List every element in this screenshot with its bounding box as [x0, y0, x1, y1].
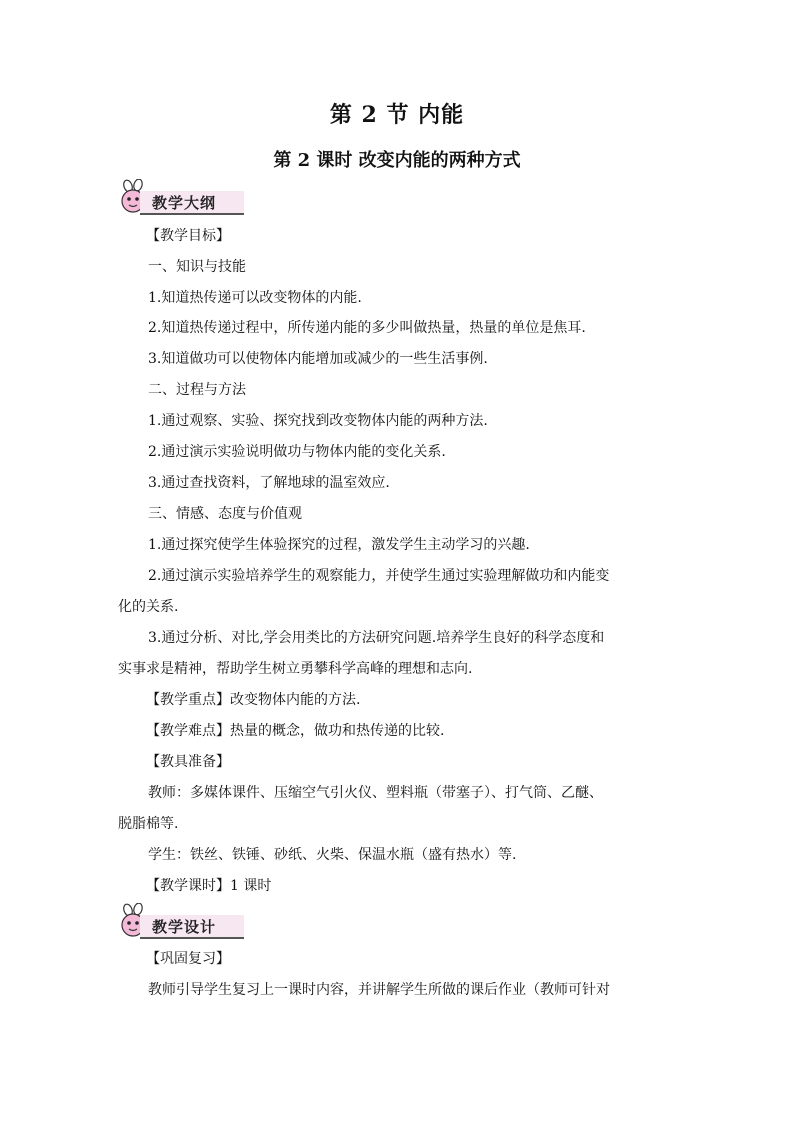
- teacher-tools-line-1: 教师：多媒体课件、压缩空气引火仪、塑料瓶（带塞子）、打气筒、乙醚、: [148, 785, 603, 801]
- emotion-item-2-line-2: 化的关系.: [118, 599, 179, 615]
- section-label-syllabus: 教学大纲: [152, 194, 217, 212]
- emotion-heading: 三、情感、态度与价值观: [148, 506, 302, 522]
- section-banner-syllabus: [118, 183, 248, 217]
- section-label-design: 教学设计: [152, 918, 217, 936]
- process-item-1: 1.通过观察、实验、探究找到改变物体内能的两种方法.: [148, 413, 488, 429]
- knowledge-item-1: 1.知道热传递可以改变物体的内能.: [148, 290, 362, 306]
- page-subtitle: 第 2 课时 改变内能的两种方式: [273, 150, 521, 171]
- page-title: 第 2 节 内能: [329, 102, 465, 128]
- key-point: 【教学重点】改变物体内能的方法.: [146, 692, 361, 708]
- process-item-3: 3.通过查找资料，了解地球的温室效应.: [148, 475, 390, 491]
- class-hours: 【教学课时】1 课时: [146, 878, 272, 894]
- emotion-item-2-line-1: 2.通过演示实验培养学生的观察能力，并使学生通过实验理解做功和内能变: [148, 568, 610, 584]
- section-banner-design: [118, 907, 248, 941]
- objectives-heading: 【教学目标】: [146, 228, 230, 244]
- emotion-item-3-line-2: 实事求是精神，帮助学生树立勇攀科学高峰的理想和志向.: [118, 661, 473, 677]
- review-text: 教师引导学生复习上一课时内容，并讲解学生所做的课后作业（教师可针对: [148, 982, 610, 998]
- tools-heading: 【教具准备】: [146, 754, 230, 770]
- knowledge-heading: 一、知识与技能: [148, 259, 246, 275]
- student-tools: 学生：铁丝、铁锤、砂纸、火柴、保温水瓶（盛有热水）等.: [148, 847, 517, 863]
- process-heading: 二、过程与方法: [148, 382, 246, 398]
- teacher-tools-line-2: 脱脂棉等.: [118, 816, 179, 832]
- process-item-2: 2.通过演示实验说明做功与物体内能的变化关系.: [148, 444, 446, 460]
- emotion-item-1: 1.通过探究使学生体验探究的过程，激发学生主动学习的兴趣.: [148, 537, 530, 553]
- knowledge-item-2: 2.知道热传递过程中，所传递内能的多少叫做热量，热量的单位是焦耳.: [148, 320, 586, 336]
- knowledge-item-3: 3.知道做功可以使物体内能增加或减少的一些生活事例.: [148, 351, 488, 367]
- difficulty: 【教学难点】热量的概念，做功和热传递的比较.: [146, 723, 445, 739]
- emotion-item-3-line-1: 3.通过分析、对比,学会用类比的方法研究问题.培养学生良好的科学态度和: [148, 630, 605, 646]
- review-heading: 【巩固复习】: [146, 951, 230, 967]
